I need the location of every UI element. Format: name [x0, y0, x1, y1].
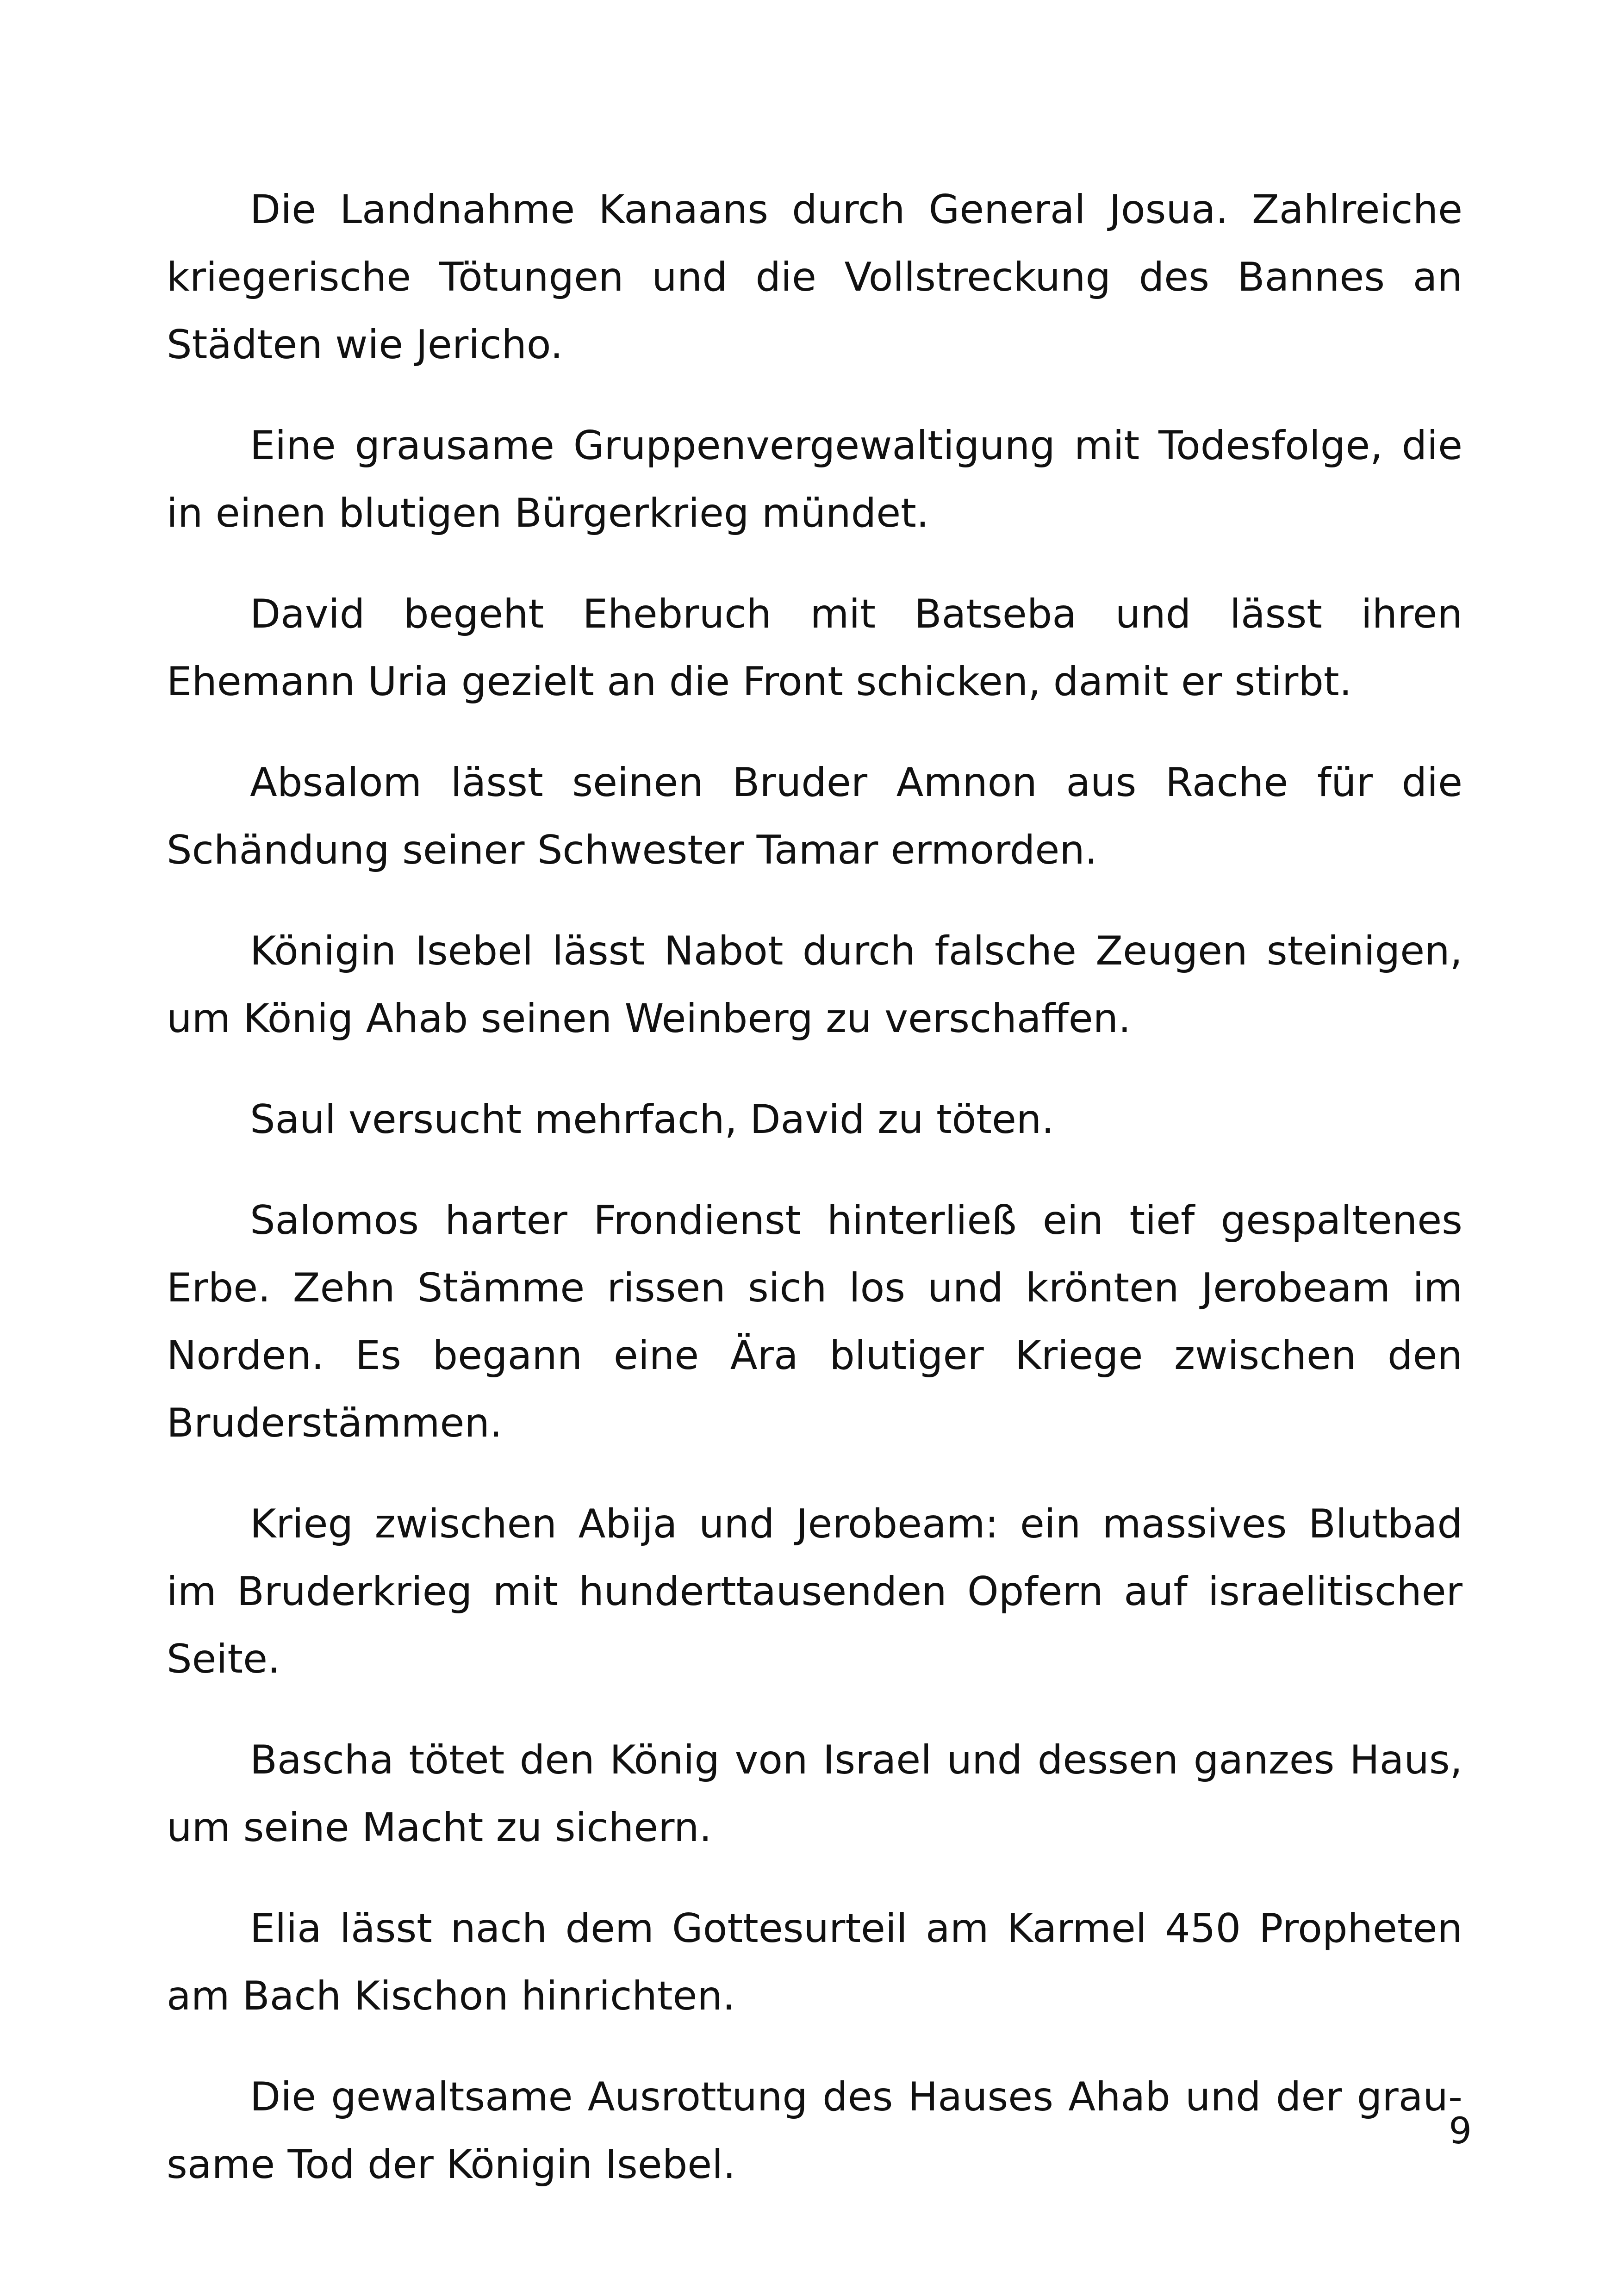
paragraph-haus-ahab: Die gewaltsame Ausrottung des Hauses Ahab und der grausame Tod der Königin Isebel.: [167, 2074, 1462, 2188]
paragraph-bascha: Bascha tötet den König von Israel und dessen ganzes Haus, um seine Macht zu sichern.: [167, 1737, 1462, 1851]
paragraph-abija-jerobeam: Krieg zwischen Abija und Jerobeam: ein massives Blutbad im Bruderkrieg mit hunderttausenden Opfern auf israelitischer Seite.: [167, 1501, 1462, 1682]
page-number: 9: [1449, 2110, 1472, 2152]
paragraph-elia-karmel: Elia lässt nach dem Gottesurteil am Karmel 450 Propheten am Bach Kischon hinrichten.: [167, 1905, 1462, 2019]
paragraph-absalom-amnon: Absalom lässt seinen Bruder Amnon aus Rache für die Schändung seiner Schwester Tamar ermorden.: [167, 759, 1462, 873]
body-text: [167, 176, 1462, 2232]
paragraph-david-batseba: David begeht Ehebruch mit Batseba und lässt ihren Ehemann Uria gezielt an die Front schicken, damit er stirbt.: [167, 591, 1462, 705]
paragraph-group-violence: Eine grausame Gruppenvergewaltigung mit Todesfolge, die in einen blutigen Bürgerkrieg mündet.: [167, 423, 1462, 536]
paragraph-saul-david: Saul versucht mehrfach, David zu töten.: [250, 1096, 1054, 1143]
paragraph-isebel-nabot: Königin Isebel lässt Nabot durch falsche Zeugen steinigen, um König Ahab seinen Weinberg zu verschaffen.: [167, 928, 1462, 1042]
paragraph-salomo-frondienst: Salomos harter Frondienst hinterließ ein tief gespaltenes Erbe. Zehn Stämme rissen sich los und krönten Jerobeam im Norden. Es begann eine Ära blutiger Kriege zwischen den Bruderstämmen.: [167, 1197, 1462, 1446]
paragraph-conquest-of-canaan: Die Landnahme Kanaans durch General Josua. Zahlreiche kriegerische Tötungen und die Vollstreckung des Bannes an Städten wie Jericho.: [167, 187, 1462, 368]
